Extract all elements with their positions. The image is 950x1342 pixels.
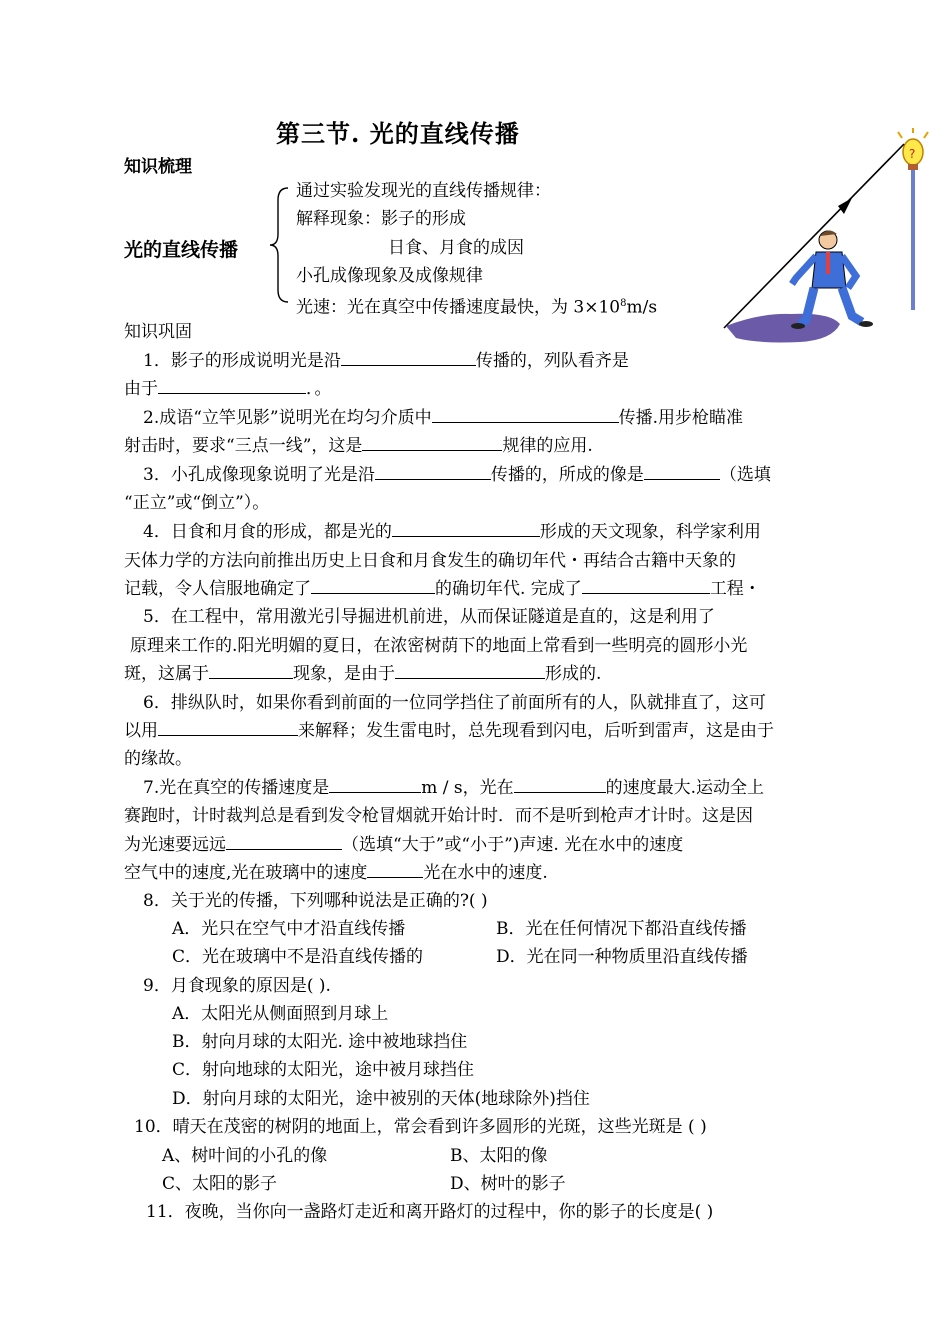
question-10: 10．晴天在茂密的树阴的地面上，常会看到许多圆形的光斑，这些光斑是 ( ): [134, 1117, 707, 1137]
answer-blank[interactable]: [158, 378, 306, 394]
light-ray-illustration: [720, 128, 930, 348]
question-7: 7.光在真空的传播速度是 m / s，光在 的速度最大.运动全上: [143, 778, 765, 798]
option-d[interactable]: D、树叶的影子: [450, 1174, 566, 1194]
option-a[interactable]: A．太阳光从侧面照到月球上: [172, 1004, 389, 1024]
answer-blank[interactable]: [392, 521, 540, 537]
answer-blank[interactable]: [367, 862, 423, 878]
question-1-cont: 由于 ．。: [124, 379, 332, 399]
answer-blank[interactable]: [209, 663, 293, 679]
question-8: 8．关于光的传播，下列哪种说法是正确的?( ): [143, 891, 488, 911]
answer-blank[interactable]: [226, 834, 342, 850]
answer-blank[interactable]: [158, 720, 298, 736]
question-5-cont2: 斑，这属于 现象，是由于 形成的.: [124, 664, 602, 684]
brace-icon: [268, 186, 292, 304]
option-c[interactable]: C．光在玻璃中不是沿直线传播的: [172, 947, 424, 967]
question-5: 5．在工程中，常用激光引导掘进机前进，从而保证隧道是直的，这是利用了: [143, 607, 715, 627]
question-3: 3．小孔成像现象说明了光是沿 传播的，所成的像是 （选填: [143, 465, 771, 485]
answer-blank[interactable]: [341, 350, 476, 366]
question-4-cont2: 记载，令人信服地确定了 的确切年代. 完成了 工程・: [124, 579, 761, 599]
answer-blank[interactable]: [362, 435, 502, 451]
answer-blank[interactable]: [395, 663, 545, 679]
option-a[interactable]: A．光只在空气中才沿直线传播: [172, 919, 406, 939]
section-heading-practice: 知识巩固: [124, 322, 192, 342]
question-4: 4．日食和月食的形成，都是光的 形成的天文现象，科学家利用: [143, 522, 761, 542]
outline-speed: 光速：光在真空中传播速度最快，为 $3\times 10^8m/s$: [296, 297, 658, 318]
question-6-cont2: 的缘故。: [124, 749, 192, 769]
option-c[interactable]: C．射向地球的太阳光，途中被月球挡住: [172, 1060, 475, 1080]
answer-blank[interactable]: [375, 464, 491, 480]
question-6: 6．排纵队时，如果你看到前面的一位同学挡住了前面所有的人，队就排直了，这可: [143, 693, 766, 713]
option-c[interactable]: C、太阳的影子: [162, 1174, 278, 1194]
section-heading-knowledge: 知识梳理: [124, 157, 192, 177]
option-b[interactable]: B．射向月球的太阳光. 途中被地球挡住: [172, 1032, 468, 1052]
answer-blank[interactable]: [311, 578, 435, 594]
question-2-cont: 射击时，要求“三点一线”，这是 规律的应用.: [124, 436, 593, 456]
question-7-cont2: 为光速要远远 （选填“大于”或“小于”)声速. 光在水中的速度: [124, 835, 684, 855]
question-5-cont: 原理来工作的.阳光明媚的夏日，在浓密树荫下的地面上常看到一些明亮的圆形小光: [130, 636, 748, 656]
question-4-cont: 天体力学的方法向前推出历史上日食和月食发生的确切年代・再结合古籍中天象的: [124, 551, 736, 571]
light-bulb-icon: [898, 128, 928, 170]
outline-item: 小孔成像现象及成像规律: [296, 266, 483, 286]
option-b[interactable]: B．光在任何情况下都沿直线传播: [496, 919, 747, 939]
question-3-cont: “正立”或“倒立”）。: [124, 493, 270, 513]
question-7-cont3: 空气中的速度,光在玻璃中的速度 光在水中的速度.: [124, 863, 548, 883]
question-7-cont: 赛跑时，计时裁判总是看到发令枪冒烟就开始计时．而不是听到枪声才计时。这是因: [124, 806, 753, 826]
answer-blank[interactable]: [644, 464, 720, 480]
answer-blank[interactable]: [329, 777, 421, 793]
question-1: 1．影子的形成说明光是沿 传播的，列队看齐是: [143, 351, 629, 371]
question-9: 9．月食现象的原因是( ).: [143, 976, 331, 996]
question-6-cont: 以用 来解释；发生雷电时，总先现看到闪电，后听到雷声，这是由于: [124, 721, 774, 741]
outline-item: 日食、月食的成因: [388, 238, 524, 258]
question-2: 2.成语“立竿见影”说明光在均匀介质中 传播.用步枪瞄准: [143, 408, 744, 428]
outline-item: 解释现象：影子的形成: [296, 209, 466, 229]
option-d[interactable]: D．射向月球的太阳光，途中被别的天体(地球除外)挡住: [172, 1089, 590, 1109]
page-title: 第三节. 光的直线传播: [276, 119, 520, 148]
outline-item: 通过实验发现光的直线传播规律：: [296, 181, 551, 201]
svg-text:?: ?: [909, 147, 916, 161]
option-a[interactable]: A、树叶间的小孔的像: [162, 1146, 328, 1166]
person-icon: [791, 230, 873, 329]
answer-blank[interactable]: [582, 578, 710, 594]
answer-blank[interactable]: [514, 777, 606, 793]
option-d[interactable]: D．光在同一种物质里沿直线传播: [496, 947, 748, 967]
lamp-post-icon: [911, 168, 915, 310]
topic-label: 光的直线传播: [124, 239, 239, 261]
question-11: 11．夜晚，当你向一盏路灯走近和离开路灯的过程中，你的影子的长度是( ): [146, 1202, 714, 1222]
option-b[interactable]: B、太阳的像: [450, 1146, 548, 1166]
answer-blank[interactable]: [432, 407, 619, 423]
